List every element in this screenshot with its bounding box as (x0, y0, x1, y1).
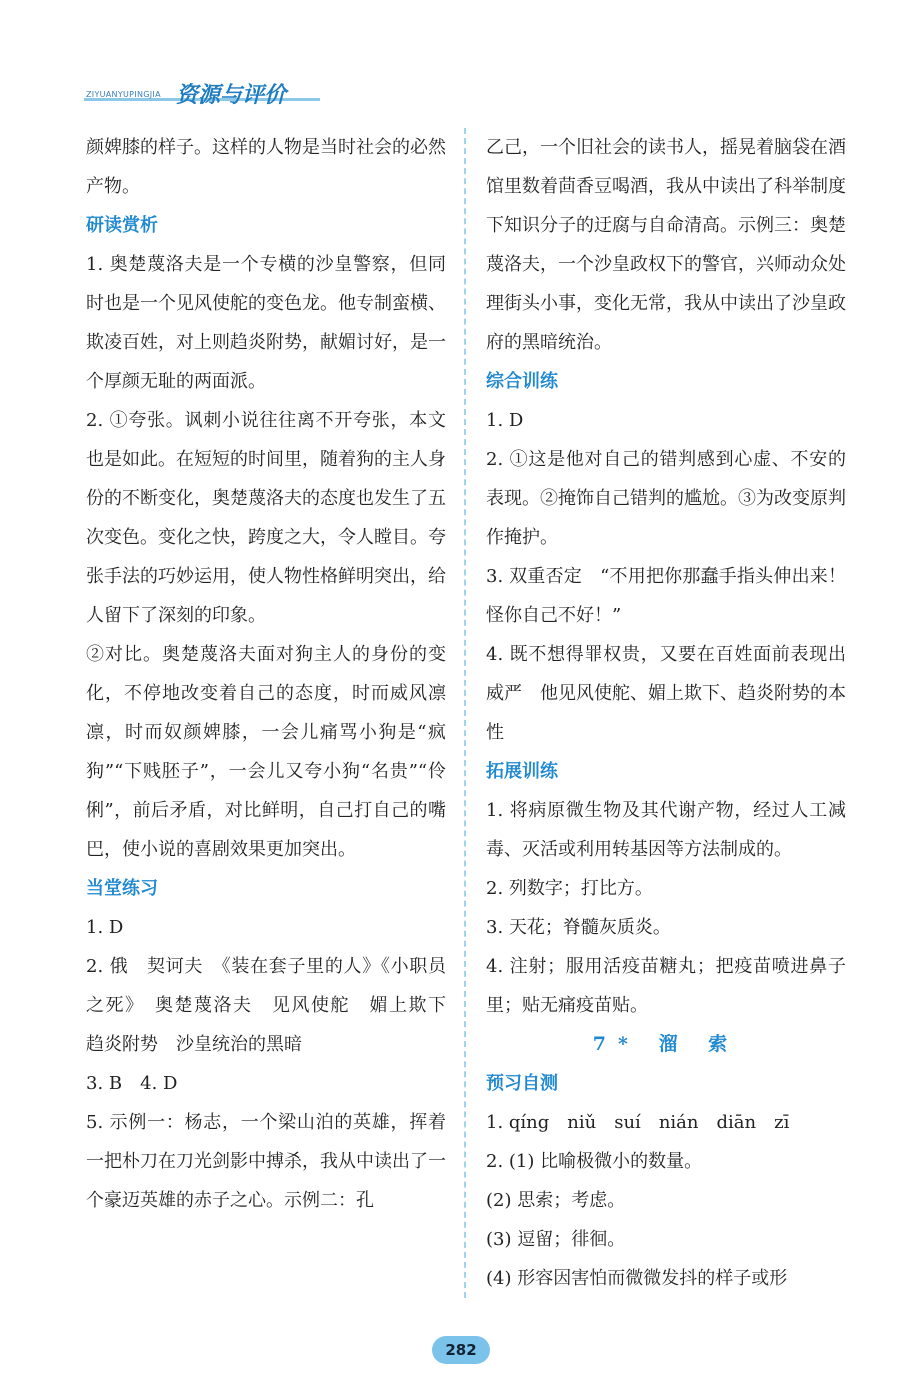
page-header (84, 76, 324, 116)
answer-paragraph: 2. ①夸张。讽刺小说往往离不开夸张，本文也是如此。在短短的时间里，随着狗的主人身份的不断变化，奥楚蔑洛夫的态度也发生了五次变色。变化之快，跨度之大，令人瞠目。夸张手法的巧妙运用，使人物性格鲜明突出，给人留下了深刻的印象。 (86, 410, 446, 626)
answer-paragraph: 3. 天花；脊髓灰质炎。 (486, 917, 671, 938)
section-heading: 当堂练习 (86, 878, 158, 899)
page-number: 282 (432, 1336, 490, 1364)
column-divider (464, 128, 466, 1298)
section-heading: 研读赏析 (86, 215, 158, 236)
answer-paragraph: 1. D (486, 410, 524, 431)
answer-paragraph: 1. D (86, 917, 124, 938)
chapter-title: 7* 溜 索 (592, 1033, 740, 1055)
answer-paragraph: 1. qíng niǔ suí nián diān zī (486, 1112, 790, 1133)
answer-paragraph: 2. 列数字；打比方。 (486, 878, 653, 899)
answer-paragraph: (4) 形容因害怕而微微发抖的样子或形 (486, 1268, 788, 1289)
left-column (86, 128, 464, 1220)
section-heading: 综合训练 (486, 371, 558, 392)
answer-paragraph: 2. 俄 契诃夫 《装在套子里的人》《小职员之死》 奥楚蔑洛夫 见风使舵 媚上欺下 趋炎附势 沙皇统治的黑暗 (86, 956, 464, 1055)
answer-paragraph: 乙己，一个旧社会的读书人，摇晃着脑袋在酒馆里数着茴香豆喝酒，我从中读出了科举制度下知识分子的迂腐与自命清高。示例三：奥楚蔑洛夫，一个沙皇政权下的警官，兴师动众处理街头小事，变化无常，我从中读出了沙皇政府的黑暗统治。 (486, 137, 846, 353)
answer-paragraph: 4. 注射；服用活疫苗糖丸；把疫苗喷进鼻子里；贴无痛疫苗贴。 (486, 956, 846, 1016)
answer-paragraph: 3. B 4. D (86, 1073, 178, 1094)
answer-paragraph: 颜婢膝的样子。这样的人物是当时社会的必然产物。 (86, 137, 446, 197)
header-pinyin: ZIYUANYUPINGJIA (86, 90, 161, 99)
right-column (486, 128, 846, 1298)
answer-paragraph: 2. ①这是他对自己的错判感到心虚、不安的表现。②掩饰自己错判的尴尬。③为改变原判作掩护。 (486, 449, 846, 548)
answer-paragraph: 4. 既不想得罪权贵，又要在百姓面前表现出威严 他见风使舵、媚上欺下、趋炎附势的本性 (486, 644, 846, 743)
answer-paragraph: 3. 双重否定 “不用把你那蠢手指头伸出来！怪你自己不好！” (486, 566, 846, 626)
answer-paragraph: 2. (1) 比喻极微小的数量。 (486, 1151, 703, 1172)
answer-paragraph: 1. 将病原微生物及其代谢产物，经过人工减毒、灭活或利用转基因等方法制成的。 (486, 800, 846, 860)
answer-paragraph: ②对比。奥楚蔑洛夫面对狗主人的身份的变化，不停地改变着自己的态度，时而威风凛凛，时而奴颜婢膝，一会儿痛骂小狗是“疯狗”“下贱胚子”，一会儿又夸小狗“名贵”“伶俐”，前后矛盾，对比鲜明，自己打自己的嘴巴，使小说的喜剧效果更加突出。 (86, 644, 446, 860)
answer-paragraph: (2) 思索；考虑。 (486, 1190, 626, 1211)
section-heading: 拓展训练 (486, 761, 558, 782)
answer-paragraph: (3) 逗留；徘徊。 (486, 1229, 626, 1250)
section-heading: 预习自测 (486, 1073, 558, 1094)
answer-paragraph: 5. 示例一：杨志，一个梁山泊的英雄，挥着一把朴刀在刀光剑影中搏杀，我从中读出了一个豪迈英雄的赤子之心。示例二：孔 (86, 1112, 446, 1211)
answer-paragraph: 1. 奥楚蔑洛夫是一个专横的沙皇警察，但同时也是一个见风使舵的变色龙。他专制蛮横、欺凌百姓，对上则趋炎附势，献媚讨好，是一个厚颜无耻的两面派。 (86, 254, 446, 392)
header-title: 资源与评价 (176, 83, 287, 108)
